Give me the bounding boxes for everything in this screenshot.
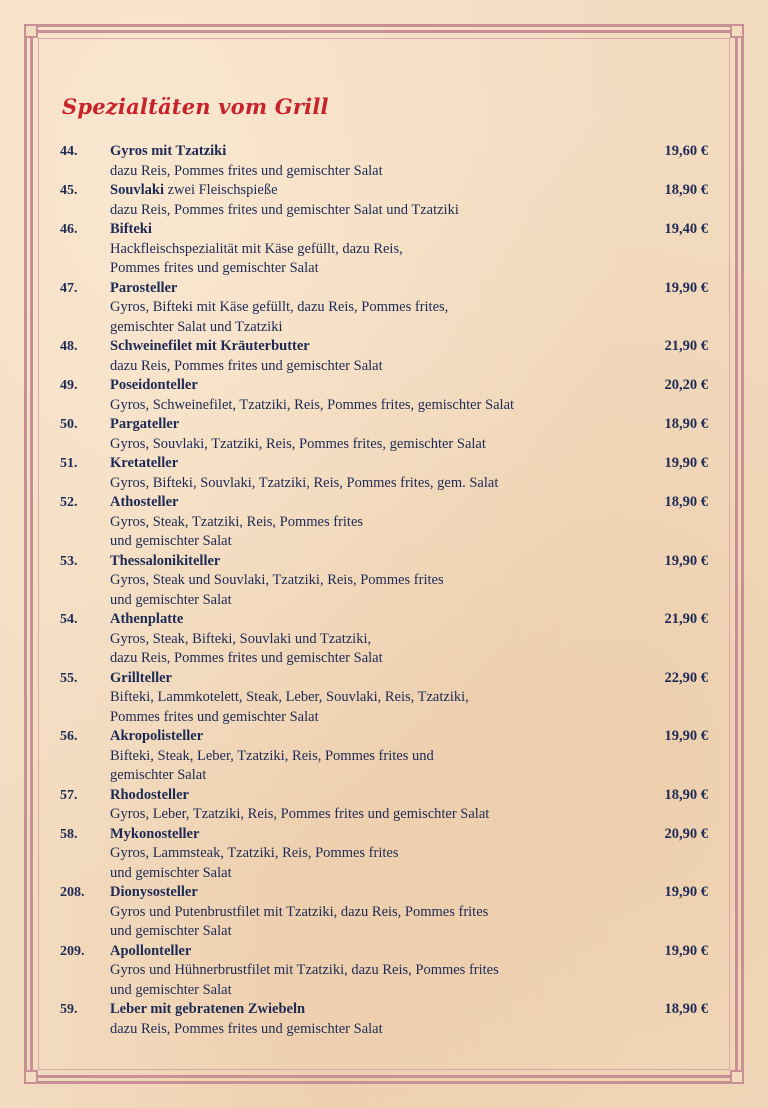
- menu-item-number: 46.: [60, 222, 78, 237]
- menu-item-description: Gyros und Hühnerbrustfilet mit Tzatziki, dazu Reis, Pommes frites: [110, 962, 499, 978]
- menu-item-price: 18,90 €: [664, 1001, 708, 1017]
- menu-item-price: 20,20 €: [664, 377, 708, 393]
- menu-item-name: [110, 493, 178, 513]
- menu-item-price: 21,90 €: [664, 338, 708, 354]
- menu-item-header: [60, 610, 720, 630]
- menu-item-header: [60, 883, 720, 903]
- menu-item-header: [60, 942, 720, 962]
- menu-item-number: 59.: [60, 1002, 78, 1017]
- menu-item: [60, 610, 720, 669]
- menu-item-name: [110, 727, 203, 747]
- menu-item-name-text: Thessalonikiteller: [110, 552, 221, 569]
- menu-item-price: 19,90 €: [664, 552, 708, 569]
- menu-item-header: [60, 142, 720, 162]
- menu-item-name-text: Leber mit gebratenen Zwiebeln: [110, 1001, 306, 1017]
- menu-item-price: 19,90 €: [664, 884, 708, 900]
- menu-item-name-text: Kretateller: [110, 455, 179, 471]
- menu-item-name: [110, 786, 189, 806]
- menu-item-name-text: Dionysosteller: [110, 884, 198, 900]
- menu-item-description: Bifteki, Lammkotelett, Steak, Leber, Souvlaki, Reis, Tzatziki,: [110, 689, 469, 705]
- menu-item-name-text: Gyros mit Tzatziki: [110, 143, 227, 159]
- menu-item: [60, 337, 720, 376]
- menu-item-price: 19,90 €: [664, 455, 708, 471]
- menu-item-header: [60, 337, 720, 357]
- menu-item-header: [60, 493, 720, 513]
- menu-item: [60, 220, 720, 279]
- menu-item-description: Gyros, Bifteki mit Käse gefüllt, dazu Reis, Pommes frites,: [110, 299, 449, 315]
- menu-item-name: [110, 181, 278, 201]
- menu-item-price: 21,90 €: [664, 611, 708, 627]
- menu-section-title: Spezialtäten vom Grill: [62, 94, 329, 119]
- menu-item: [60, 552, 720, 611]
- menu-item: [60, 669, 720, 728]
- menu-item-number: 49.: [60, 378, 78, 393]
- menu-item-header: [60, 279, 720, 299]
- menu-item-name-text: Rhodosteller: [110, 786, 189, 803]
- menu-item-price: 19,60 €: [664, 143, 708, 159]
- menu-item-name: [110, 825, 199, 845]
- menu-item-name: [110, 220, 152, 240]
- menu-item-header: [60, 727, 720, 747]
- menu-item-name-text: Athosteller: [110, 494, 179, 510]
- menu-item-number: 50.: [60, 417, 78, 432]
- menu-item-header: [60, 220, 720, 240]
- menu-item-name: [110, 1000, 305, 1020]
- menu-item: [60, 142, 720, 181]
- menu-item: [60, 493, 720, 552]
- menu-item-price: 18,90 €: [664, 182, 708, 198]
- menu-item: [60, 883, 720, 942]
- menu-item-header: [60, 454, 720, 474]
- menu-item-name-text: Parosteller: [110, 279, 178, 296]
- menu-item: [60, 727, 720, 786]
- menu-item-name-text: Poseidonteller: [110, 377, 198, 393]
- menu-item: [60, 825, 720, 884]
- menu-item-description: Gyros, Steak, Bifteki, Souvlaki und Tzatziki,: [110, 630, 372, 647]
- menu-item-name-text: Apollonteller: [110, 942, 192, 959]
- menu-item-name: [110, 142, 226, 162]
- menu-item-price: 19,90 €: [664, 942, 708, 959]
- menu-item-name: [110, 415, 179, 435]
- menu-item-price: 22,90 €: [664, 669, 708, 686]
- border-corner: [24, 1070, 38, 1084]
- menu-item: [60, 454, 720, 493]
- menu-item-description: Bifteki, Steak, Leber, Tzatziki, Reis, Pommes frites und: [110, 747, 434, 764]
- menu-item-price: 18,90 €: [664, 416, 708, 432]
- menu-item-name: [110, 669, 172, 689]
- menu-item-header: [60, 786, 720, 806]
- menu-item-price: 19,90 €: [664, 728, 708, 744]
- menu-item-description: und gemischter Salat: [110, 923, 232, 939]
- menu-item-header: [60, 181, 720, 201]
- border-corner: [730, 1070, 744, 1084]
- menu-item-name-text: Bifteki: [110, 221, 152, 237]
- menu-item-description: Pommes frites und gemischter Salat: [110, 260, 319, 276]
- menu-item-name: [110, 552, 220, 572]
- menu-item-name-text: Souvlaki: [110, 182, 164, 198]
- menu-item-number: 209.: [60, 943, 85, 959]
- menu-item-number: 44.: [60, 144, 78, 159]
- menu-item: [60, 181, 720, 220]
- menu-item-header: [60, 669, 720, 689]
- menu-item-number: 55.: [60, 670, 78, 686]
- border-corner: [730, 24, 744, 38]
- menu-item-description: dazu Reis, Pommes frites und gemischter Salat: [110, 650, 383, 666]
- menu-item-number: 45.: [60, 183, 78, 198]
- menu-item-name-text: Schweinefilet mit Kräuterbutter: [110, 338, 310, 354]
- menu-item-description: Gyros und Putenbrustfilet mit Tzatziki, dazu Reis, Pommes frites: [110, 903, 489, 920]
- menu-item-description: Hackfleischspezialität mit Käse gefüllt, dazu Reis,: [110, 240, 403, 257]
- menu-item-name: [110, 942, 191, 962]
- menu-item-number: 47.: [60, 280, 78, 296]
- menu-item-description: gemischter Salat: [110, 767, 207, 783]
- menu-item: [60, 1000, 720, 1039]
- menu-item-number: 208.: [60, 885, 85, 900]
- menu-item-name: [110, 376, 198, 396]
- menu-item-price: 20,90 €: [664, 825, 708, 842]
- menu-item: [60, 415, 720, 454]
- menu-item: [60, 786, 720, 825]
- menu-item-price: 18,90 €: [664, 786, 708, 803]
- menu-item-name-text: Athenplatte: [110, 611, 184, 627]
- menu-item-description: Pommes frites und gemischter Salat: [110, 708, 319, 725]
- menu-item-name-text: Grillteller: [110, 669, 172, 686]
- menu-item-header: [60, 376, 720, 396]
- menu-item-description: Gyros, Steak und Souvlaki, Tzatziki, Reis, Pommes frites: [110, 572, 444, 588]
- menu-item-name: [110, 279, 177, 299]
- menu-item-price: 19,40 €: [664, 221, 708, 237]
- menu-item-description: Gyros, Souvlaki, Tzatziki, Reis, Pommes frites, gemischter Salat: [110, 435, 486, 452]
- menu-item-number: 54.: [60, 612, 78, 627]
- menu-item-description: und gemischter Salat: [110, 533, 232, 549]
- menu-item-price: 19,90 €: [664, 279, 708, 296]
- menu-item-name: [110, 883, 198, 903]
- menu-item-name-text: Akropolisteller: [110, 728, 204, 744]
- menu-item-description: dazu Reis, Pommes frites und gemischter Salat: [110, 162, 383, 179]
- menu-item-description: dazu Reis, Pommes frites und gemischter Salat: [110, 357, 383, 374]
- border-corner: [24, 24, 38, 38]
- menu-item-header: [60, 825, 720, 845]
- menu-item-name: [110, 610, 183, 630]
- menu-item-description: Gyros, Schweinefilet, Tzatziki, Reis, Pommes frites, gemischter Salat: [110, 396, 515, 413]
- menu-item-number: 58.: [60, 826, 78, 842]
- menu-item-number: 51.: [60, 456, 78, 471]
- menu-item-description: Gyros, Leber, Tzatziki, Reis, Pommes frites und gemischter Salat: [110, 806, 490, 822]
- menu-item-name: [110, 454, 178, 474]
- menu-item-name-text: Mykonosteller: [110, 825, 200, 842]
- menu-item: [60, 942, 720, 1001]
- menu-item-header: [60, 415, 720, 435]
- menu-item-number: 57.: [60, 787, 78, 803]
- menu-item-description: und gemischter Salat: [110, 591, 232, 608]
- menu-list: [60, 142, 720, 1039]
- menu-item-description: gemischter Salat und Tzatziki: [110, 318, 283, 335]
- menu-item-price: 18,90 €: [664, 494, 708, 510]
- menu-item-name-text: Pargateller: [110, 416, 180, 432]
- menu-item-description: Gyros, Bifteki, Souvlaki, Tzatziki, Reis, Pommes frites, gem. Salat: [110, 474, 499, 491]
- menu-item-description: und gemischter Salat: [110, 864, 232, 881]
- menu-item-header: [60, 552, 720, 572]
- menu-item-number: 48.: [60, 339, 78, 354]
- menu-item-description: Gyros, Steak, Tzatziki, Reis, Pommes frites: [110, 513, 364, 530]
- menu-item-description: Gyros, Lammsteak, Tzatziki, Reis, Pommes frites: [110, 845, 399, 861]
- menu-item-number: 56.: [60, 729, 78, 744]
- menu-item-description: dazu Reis, Pommes frites und gemischter Salat und Tzatziki: [110, 201, 459, 218]
- menu-item: [60, 376, 720, 415]
- menu-item-description: dazu Reis, Pommes frites und gemischter Salat: [110, 1020, 383, 1037]
- menu-item-description: und gemischter Salat: [110, 981, 232, 998]
- menu-item-number: 52.: [60, 495, 78, 510]
- menu-item-name-note: zwei Fleischspieße: [164, 182, 278, 198]
- menu-item-name: [110, 337, 310, 357]
- menu-item-number: 53.: [60, 553, 78, 569]
- menu-item-header: [60, 1000, 720, 1020]
- menu-item: [60, 279, 720, 338]
